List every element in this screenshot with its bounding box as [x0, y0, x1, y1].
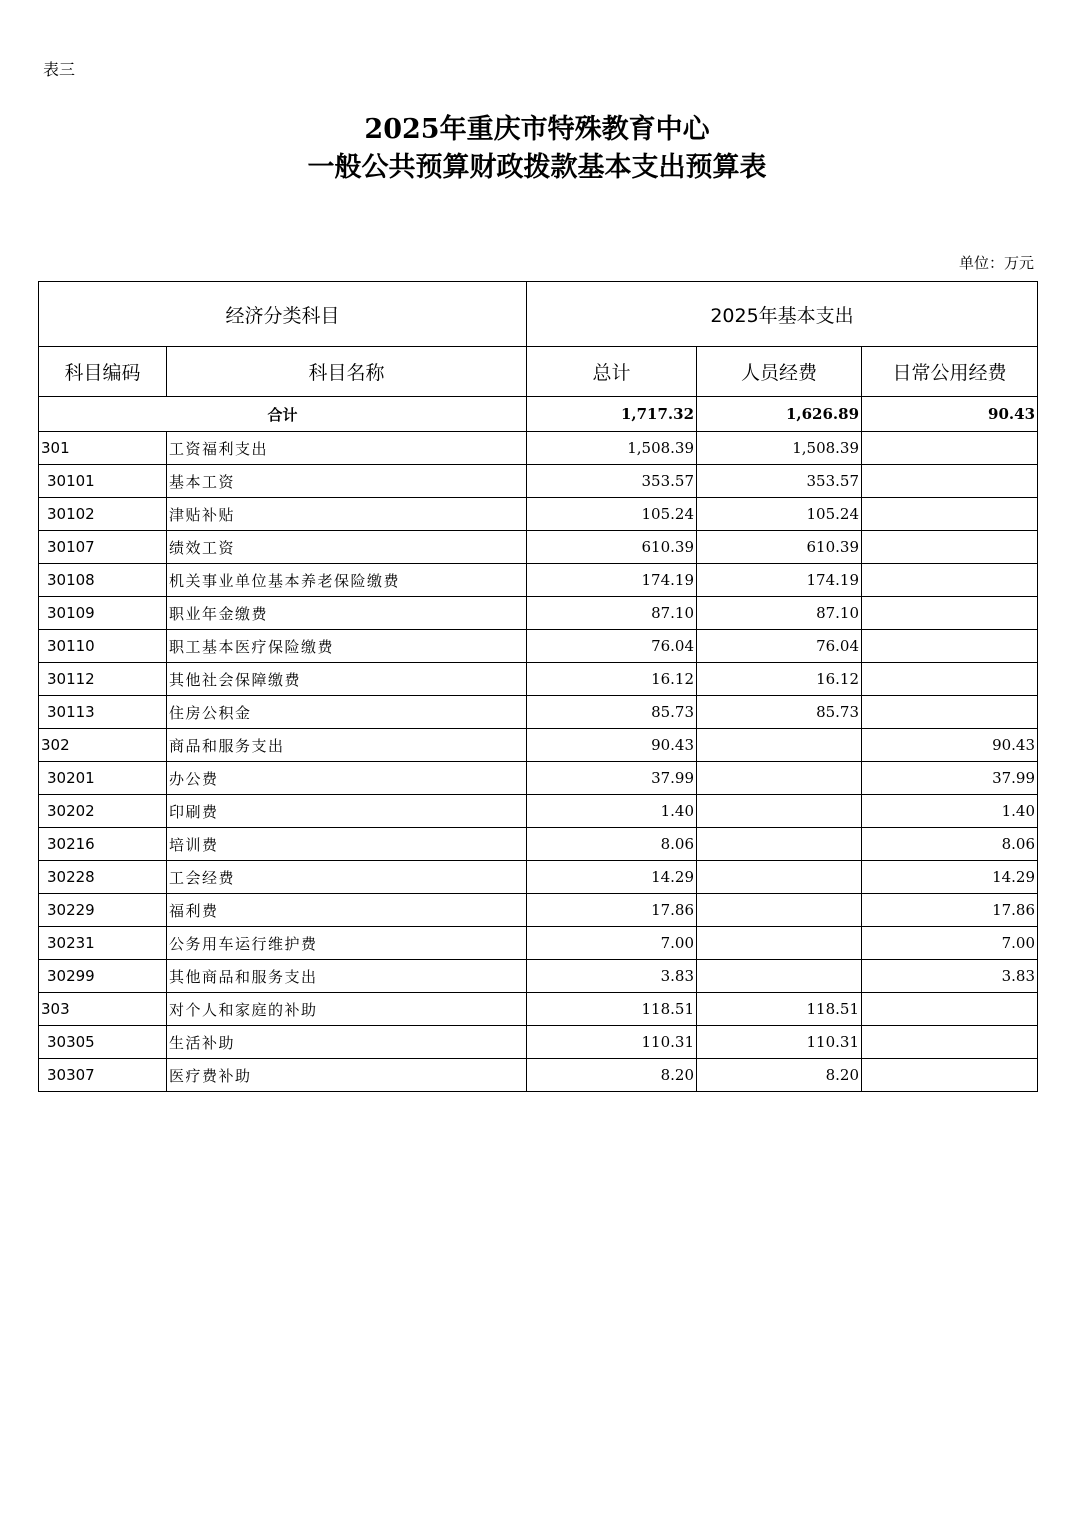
header-personnel-expense: 人员经费: [697, 347, 862, 397]
row-code: 30112: [39, 663, 167, 696]
table-row: [39, 828, 1038, 861]
row-personnel: 85.73: [697, 696, 862, 729]
row-total: 8.20: [527, 1059, 697, 1092]
row-total: 174.19: [527, 564, 697, 597]
row-name: 绩效工资: [167, 531, 527, 564]
header-total: 总计: [527, 347, 697, 397]
header-public-expense: 日常公用经费: [862, 347, 1038, 397]
row-public: [862, 498, 1038, 531]
row-code: 301: [39, 432, 167, 465]
total-public: 90.43: [862, 397, 1038, 432]
row-public: [862, 1059, 1038, 1092]
row-name: 工资福利支出: [167, 432, 527, 465]
row-personnel: [697, 762, 862, 795]
row-name: 职工基本医疗保险缴费: [167, 630, 527, 663]
row-name: 工会经费: [167, 861, 527, 894]
budget-table: [38, 281, 1038, 1092]
row-total: 1.40: [527, 795, 697, 828]
row-personnel: [697, 861, 862, 894]
row-total: 17.86: [527, 894, 697, 927]
row-personnel: [697, 894, 862, 927]
table-row: [39, 1026, 1038, 1059]
row-code: 30101: [39, 465, 167, 498]
row-name: 其他社会保障缴费: [167, 663, 527, 696]
row-total: 16.12: [527, 663, 697, 696]
row-code: 30102: [39, 498, 167, 531]
row-total: 87.10: [527, 597, 697, 630]
table-row: [39, 630, 1038, 663]
row-name: 住房公积金: [167, 696, 527, 729]
total-row: [39, 397, 1038, 432]
row-public: [862, 597, 1038, 630]
row-personnel: 87.10: [697, 597, 862, 630]
header-economic-classification: 经济分类科目: [39, 282, 527, 347]
table-row: [39, 498, 1038, 531]
row-name: 福利费: [167, 894, 527, 927]
header-subject-code: 科目编码: [39, 347, 167, 397]
table-row: [39, 927, 1038, 960]
row-total: 1,508.39: [527, 432, 697, 465]
row-name: 印刷费: [167, 795, 527, 828]
row-public: 90.43: [862, 729, 1038, 762]
header-subject-name: 科目名称: [167, 347, 527, 397]
table-row: [39, 465, 1038, 498]
row-personnel: 353.57: [697, 465, 862, 498]
row-personnel: 16.12: [697, 663, 862, 696]
row-name: 培训费: [167, 828, 527, 861]
row-name: 津贴补贴: [167, 498, 527, 531]
row-personnel: 174.19: [697, 564, 862, 597]
total-personnel: 1,626.89: [697, 397, 862, 432]
row-public: [862, 993, 1038, 1026]
row-personnel: [697, 729, 862, 762]
row-total: 8.06: [527, 828, 697, 861]
row-name: 医疗费补助: [167, 1059, 527, 1092]
row-name: 基本工资: [167, 465, 527, 498]
total-label: 合计: [39, 397, 527, 432]
row-personnel: 610.39: [697, 531, 862, 564]
row-code: 30231: [39, 927, 167, 960]
page-subtitle: 一般公共预算财政拨款基本支出预算表: [307, 152, 767, 183]
row-code: 30201: [39, 762, 167, 795]
table-row: [39, 531, 1038, 564]
row-name: 机关事业单位基本养老保险缴费: [167, 564, 527, 597]
table-row: [39, 729, 1038, 762]
row-public: [862, 663, 1038, 696]
table-row: [39, 894, 1038, 927]
row-public: 1.40: [862, 795, 1038, 828]
header-basic-expenditure: 2025年基本支出: [527, 282, 1038, 347]
row-total: 90.43: [527, 729, 697, 762]
row-public: [862, 531, 1038, 564]
row-code: 30305: [39, 1026, 167, 1059]
row-name: 商品和服务支出: [167, 729, 527, 762]
row-public: 8.06: [862, 828, 1038, 861]
table-row: [39, 564, 1038, 597]
unit-label: 单位：万元: [958, 254, 1034, 272]
table-row: [39, 795, 1038, 828]
page-title: 2025年重庆市特殊教育中心: [364, 114, 710, 145]
row-public: [862, 1026, 1038, 1059]
row-public: [862, 630, 1038, 663]
table-row: [39, 1059, 1038, 1092]
row-name: 办公费: [167, 762, 527, 795]
row-personnel: 105.24: [697, 498, 862, 531]
row-personnel: 110.31: [697, 1026, 862, 1059]
row-public: 7.00: [862, 927, 1038, 960]
row-total: 110.31: [527, 1026, 697, 1059]
row-total: 610.39: [527, 531, 697, 564]
table-row: [39, 663, 1038, 696]
row-personnel: [697, 828, 862, 861]
row-personnel: [697, 960, 862, 993]
row-code: 30110: [39, 630, 167, 663]
table-row: [39, 432, 1038, 465]
row-name: 职业年金缴费: [167, 597, 527, 630]
row-code: 302: [39, 729, 167, 762]
row-public: 3.83: [862, 960, 1038, 993]
row-public: [862, 564, 1038, 597]
row-public: [862, 432, 1038, 465]
row-code: 30229: [39, 894, 167, 927]
row-total: 85.73: [527, 696, 697, 729]
row-code: 30307: [39, 1059, 167, 1092]
table-row: [39, 993, 1038, 1026]
row-personnel: 1,508.39: [697, 432, 862, 465]
row-total: 14.29: [527, 861, 697, 894]
table-row: [39, 597, 1038, 630]
row-personnel: 8.20: [697, 1059, 862, 1092]
row-personnel: 118.51: [697, 993, 862, 1026]
row-public: [862, 696, 1038, 729]
row-total: 37.99: [527, 762, 697, 795]
row-code: 30107: [39, 531, 167, 564]
row-total: 105.24: [527, 498, 697, 531]
row-total: 76.04: [527, 630, 697, 663]
row-public: [862, 465, 1038, 498]
row-personnel: [697, 927, 862, 960]
row-total: 353.57: [527, 465, 697, 498]
row-code: 303: [39, 993, 167, 1026]
row-total: 7.00: [527, 927, 697, 960]
row-code: 30109: [39, 597, 167, 630]
total-amount: 1,717.32: [527, 397, 697, 432]
row-code: 30202: [39, 795, 167, 828]
row-code: 30299: [39, 960, 167, 993]
row-name: 其他商品和服务支出: [167, 960, 527, 993]
row-public: 17.86: [862, 894, 1038, 927]
row-code: 30108: [39, 564, 167, 597]
row-name: 公务用车运行维护费: [167, 927, 527, 960]
row-name: 生活补助: [167, 1026, 527, 1059]
row-code: 30113: [39, 696, 167, 729]
table-row: [39, 696, 1038, 729]
row-code: 30216: [39, 828, 167, 861]
row-public: 37.99: [862, 762, 1038, 795]
row-total: 3.83: [527, 960, 697, 993]
table-row: [39, 960, 1038, 993]
row-name: 对个人和家庭的补助: [167, 993, 527, 1026]
table-row: [39, 861, 1038, 894]
row-code: 30228: [39, 861, 167, 894]
row-personnel: 76.04: [697, 630, 862, 663]
row-total: 118.51: [527, 993, 697, 1026]
table-label: 表三: [43, 60, 76, 79]
row-personnel: [697, 795, 862, 828]
row-public: 14.29: [862, 861, 1038, 894]
table-row: [39, 762, 1038, 795]
